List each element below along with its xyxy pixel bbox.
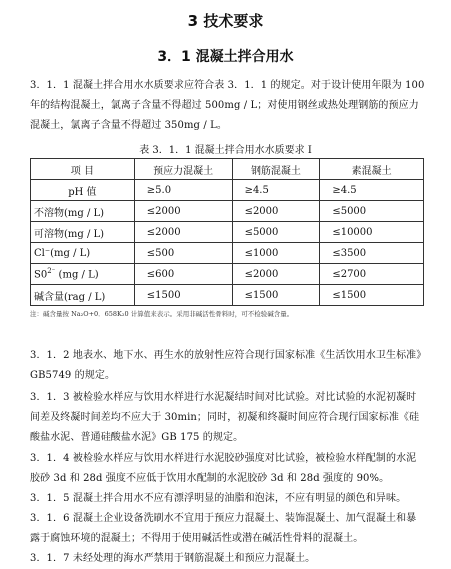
item-text: S0 bbox=[34, 269, 48, 281]
table-cell-item: 不溶物(mg / L) bbox=[31, 201, 135, 222]
paragraph-3-1-3: 3．1．3 被检验水样应与饮用水样进行水泥凝结时间对比试验。对比试验的水泥初凝时间差及终凝时间差均不应大于 30min；同时，初凝和终凝时间应符合现行国家标准《硅酸盐水泥、普通硅酸盐水泥》GB 175 的规定。 bbox=[30, 392, 420, 443]
table-cell: ≤2000 bbox=[134, 201, 232, 222]
table-header-row bbox=[31, 159, 424, 180]
item-unit: (mg / L) bbox=[55, 269, 99, 281]
table-cell: ≤500 bbox=[134, 243, 232, 264]
water-quality-table bbox=[30, 158, 424, 306]
paragraph-3-1-5: 3．1．5 混凝土拌合用水不应有漂浮明显的油脂和泡沫，不应有明显的颜色和异味。 bbox=[30, 493, 407, 504]
table-cell: ≤2700 bbox=[320, 264, 424, 285]
table-cell: ≤5000 bbox=[320, 201, 424, 222]
table-header: 钢筋混凝土 bbox=[232, 159, 320, 180]
table-cell: ≤5000 bbox=[232, 222, 320, 243]
table-cell: ≤2000 bbox=[232, 201, 320, 222]
table-row bbox=[31, 243, 424, 264]
chapter-title: 3 技术要求 bbox=[187, 12, 264, 30]
table-cell-item: pH 值 bbox=[31, 180, 135, 201]
table-header: 项 目 bbox=[31, 159, 135, 180]
section-title: 3．1 混凝土拌合用水 bbox=[157, 49, 294, 65]
table-cell: ≤2000 bbox=[232, 264, 320, 285]
table-cell: ≥4.5 bbox=[320, 180, 424, 201]
table-cell: ≤3500 bbox=[320, 243, 424, 264]
table-row bbox=[31, 180, 424, 201]
table-row bbox=[31, 285, 424, 306]
table-cell: ≤1000 bbox=[232, 243, 320, 264]
table-cell: ≤1500 bbox=[232, 285, 320, 306]
table-row bbox=[31, 222, 424, 243]
table-cell-item: Cl⁻(mg / L) bbox=[31, 243, 135, 264]
table-note: 注：碱含量按 Na₂O+0．658K₂0 计算值来表示。采用非碱活性骨料时，可不检验碱含量。 bbox=[30, 310, 294, 318]
table-cell-item: 可溶物(mg / L) bbox=[31, 222, 135, 243]
item-superscript: 2⁻ bbox=[47, 267, 56, 276]
table-header: 素混凝土 bbox=[320, 159, 424, 180]
table-cell: ≤600 bbox=[134, 264, 232, 285]
paragraph-3-1-2: 3．1．2 地表水、地下水、再生水的放射性应符合现行国家标准《生活饮用水卫生标准》GB5749 的规定。 bbox=[30, 350, 422, 381]
paragraph-3-1-6: 3．1．6 混凝土企业设备洗刷水不宜用于预应力混凝土、装饰混凝土、加气混凝土和暴露于腐蚀环境的混凝土；不得用于使用碱活性或潜在碱活性骨料的混凝土。 bbox=[30, 513, 417, 544]
table-cell: ≤1500 bbox=[134, 285, 232, 306]
table-caption: 表 3．1．1 混凝土拌合用水水质要求 I bbox=[139, 145, 312, 156]
table-row bbox=[31, 264, 424, 285]
table-row bbox=[31, 201, 424, 222]
table-cell-item bbox=[31, 264, 135, 285]
table-cell: ≤1500 bbox=[320, 285, 424, 306]
table-header: 预应力混凝土 bbox=[134, 159, 232, 180]
table-cell-item: 碱含量(rag / L) bbox=[31, 285, 135, 306]
paragraph-3-1-7: 3．1．7 未经处理的海水严禁用于钢筋混凝土和预应力混凝土。 bbox=[30, 553, 316, 564]
paragraph-3-1-1: 3．1．1 混凝土拌合用水水质要求应符合表 3．1．1 的规定。对于设计使用年限为 100 年的结构混凝土，氯离子含量不得超过 500mg / L；对使用钢丝或热处理钢筋的预应力混凝土，氯离子含量不得超过 350mg / L。 bbox=[30, 80, 425, 131]
paragraph-3-1-4: 3．1．4 被检验水样应与饮用水样进行水泥胶砂强度对比试验，被检验水样配制的水泥胶砂 3d 和 28d 强度不应低于饮用水配制的水泥胶砂 3d 和 28d 强度的 90%。 bbox=[30, 453, 417, 484]
table-cell: ≥5.0 bbox=[134, 180, 232, 201]
table-cell: ≥4.5 bbox=[232, 180, 320, 201]
table-cell: ≤2000 bbox=[134, 222, 232, 243]
table-cell: ≤10000 bbox=[320, 222, 424, 243]
